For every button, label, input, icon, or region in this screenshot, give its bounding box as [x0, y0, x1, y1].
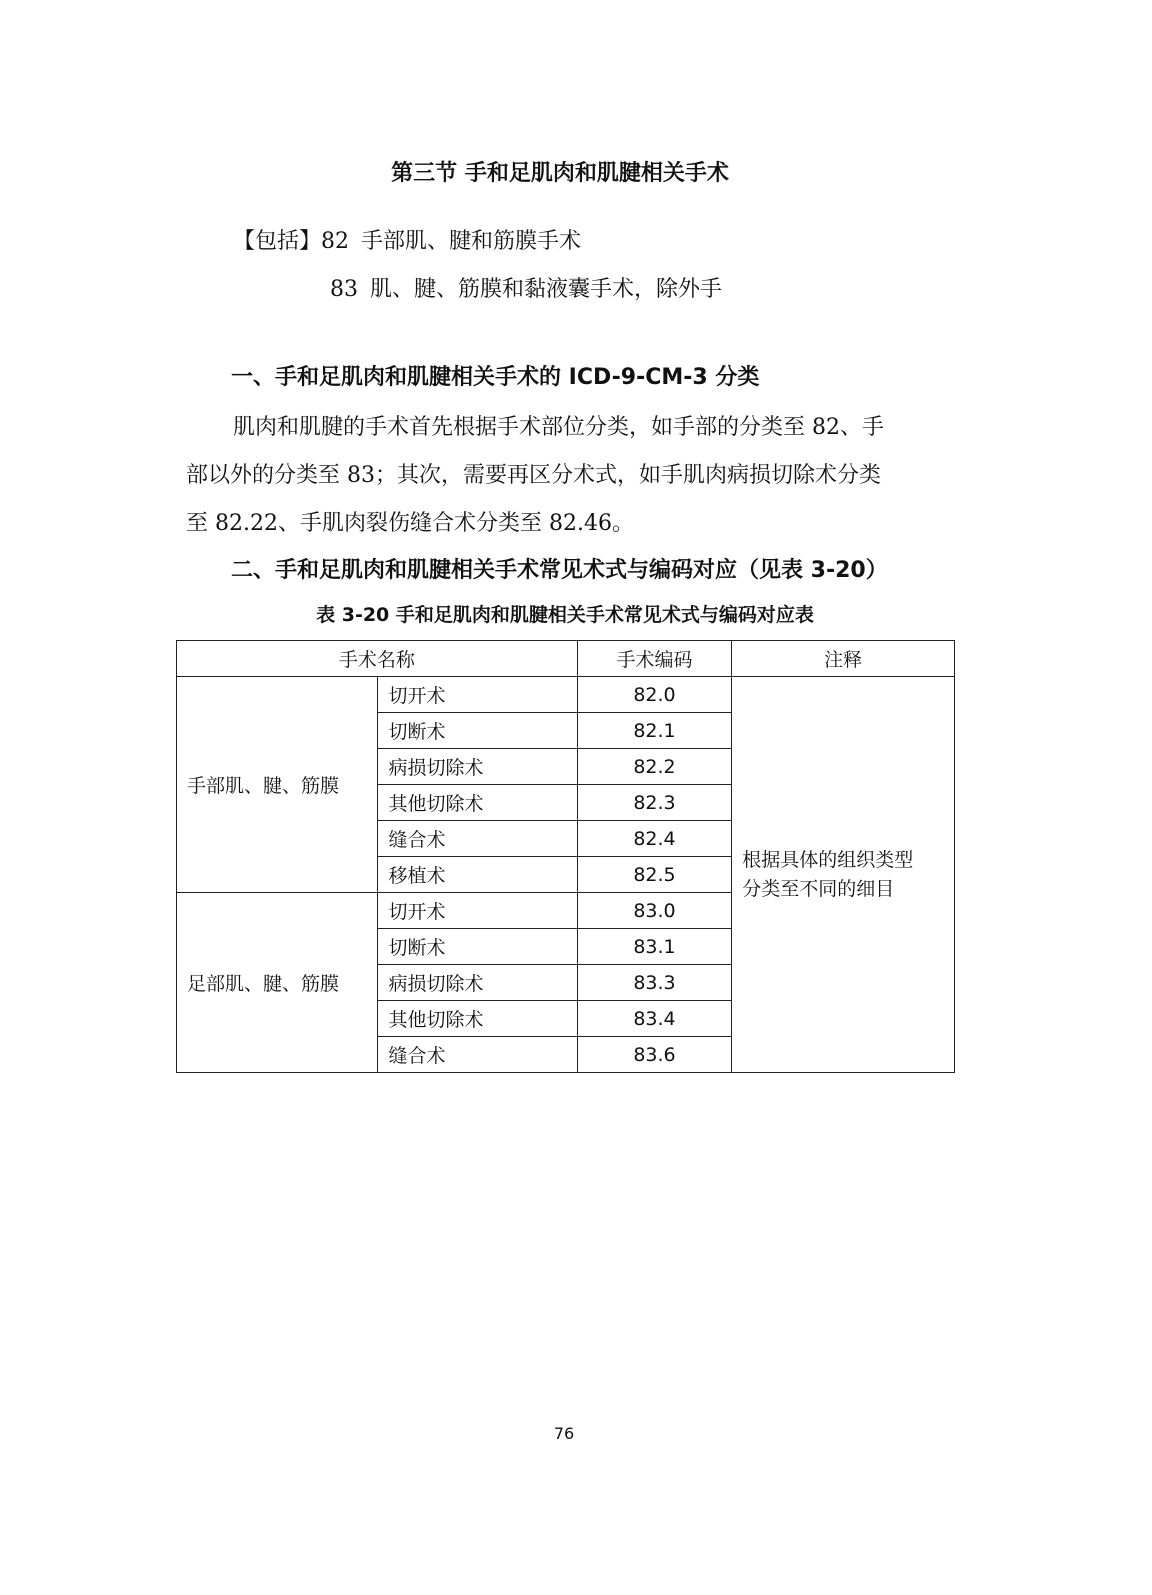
code-cell: 82.1 [577, 713, 731, 749]
code-cell: 83.0 [577, 893, 731, 929]
includes-text: 手部肌、腱和筋膜手术 [361, 229, 582, 254]
code-cell: 82.2 [577, 749, 731, 785]
operation-cell: 移植术 [378, 857, 577, 893]
code-cell: 83.3 [577, 965, 731, 1001]
table-caption: 表 3-20 手和足肌肉和肌腱相关手术常见术式与编码对应表 [316, 604, 814, 626]
code-cell: 83.1 [577, 929, 731, 965]
heading-mapping: 二、手和足肌肉和肌腱相关手术常见术式与编码对应（见表 3-20） [231, 558, 888, 583]
code-cell: 82.5 [577, 857, 731, 893]
table-header-row [177, 641, 955, 677]
operation-cell: 切开术 [378, 677, 577, 713]
note-line: 根据具体的组织类型 [742, 848, 914, 871]
header-operation-code: 手术编码 [577, 641, 731, 677]
includes-code: 83 [330, 277, 358, 302]
code-cell: 83.6 [577, 1037, 731, 1073]
notes-cell [732, 677, 955, 1073]
operation-cell: 其他切除术 [378, 1001, 577, 1037]
header-operation-name: 手术名称 [177, 641, 578, 677]
operation-cell: 病损切除术 [378, 965, 577, 1001]
operation-cell: 病损切除术 [378, 749, 577, 785]
group-hand: 手部肌、腱、筋膜 [177, 677, 378, 893]
heading-classification: 一、手和足肌肉和肌腱相关手术的 ICD-9-CM-3 分类 [231, 365, 760, 390]
page-number: 76 [553, 1424, 575, 1443]
code-cell: 82.4 [577, 821, 731, 857]
group-foot: 足部肌、腱、筋膜 [177, 893, 378, 1073]
code-cell: 83.4 [577, 1001, 731, 1037]
includes-line-1 [233, 224, 581, 255]
code-cell: 82.0 [577, 677, 731, 713]
note-line: 分类至不同的细目 [742, 877, 895, 900]
operation-cell: 其他切除术 [378, 785, 577, 821]
operations-table [176, 640, 955, 1073]
includes-label: 【包括】 [233, 229, 322, 254]
operation-cell: 切开术 [378, 893, 577, 929]
operation-cell: 缝合术 [378, 1037, 577, 1073]
section-title: 第三节 手和足肌肉和肌腱相关手术 [391, 161, 729, 186]
operation-cell: 缝合术 [378, 821, 577, 857]
paragraph-line: 部以外的分类至 83；其次，需要再区分术式，如手肌肉病损切除术分类 [186, 463, 881, 488]
header-notes: 注释 [732, 641, 955, 677]
operation-cell: 切断术 [378, 929, 577, 965]
code-cell: 82.3 [577, 785, 731, 821]
table-row [177, 677, 955, 713]
paragraph-line: 肌肉和肌腱的手术首先根据手术部位分类，如手部的分类至 82、手 [233, 415, 884, 440]
paragraph-line: 至 82.22、手肌肉裂伤缝合术分类至 82.46。 [186, 511, 634, 536]
includes-text: 肌、腱、筋膜和黏液囊手术，除外手 [370, 277, 723, 302]
includes-code: 82 [321, 229, 350, 254]
operation-cell: 切断术 [378, 713, 577, 749]
includes-line-2 [330, 272, 722, 303]
